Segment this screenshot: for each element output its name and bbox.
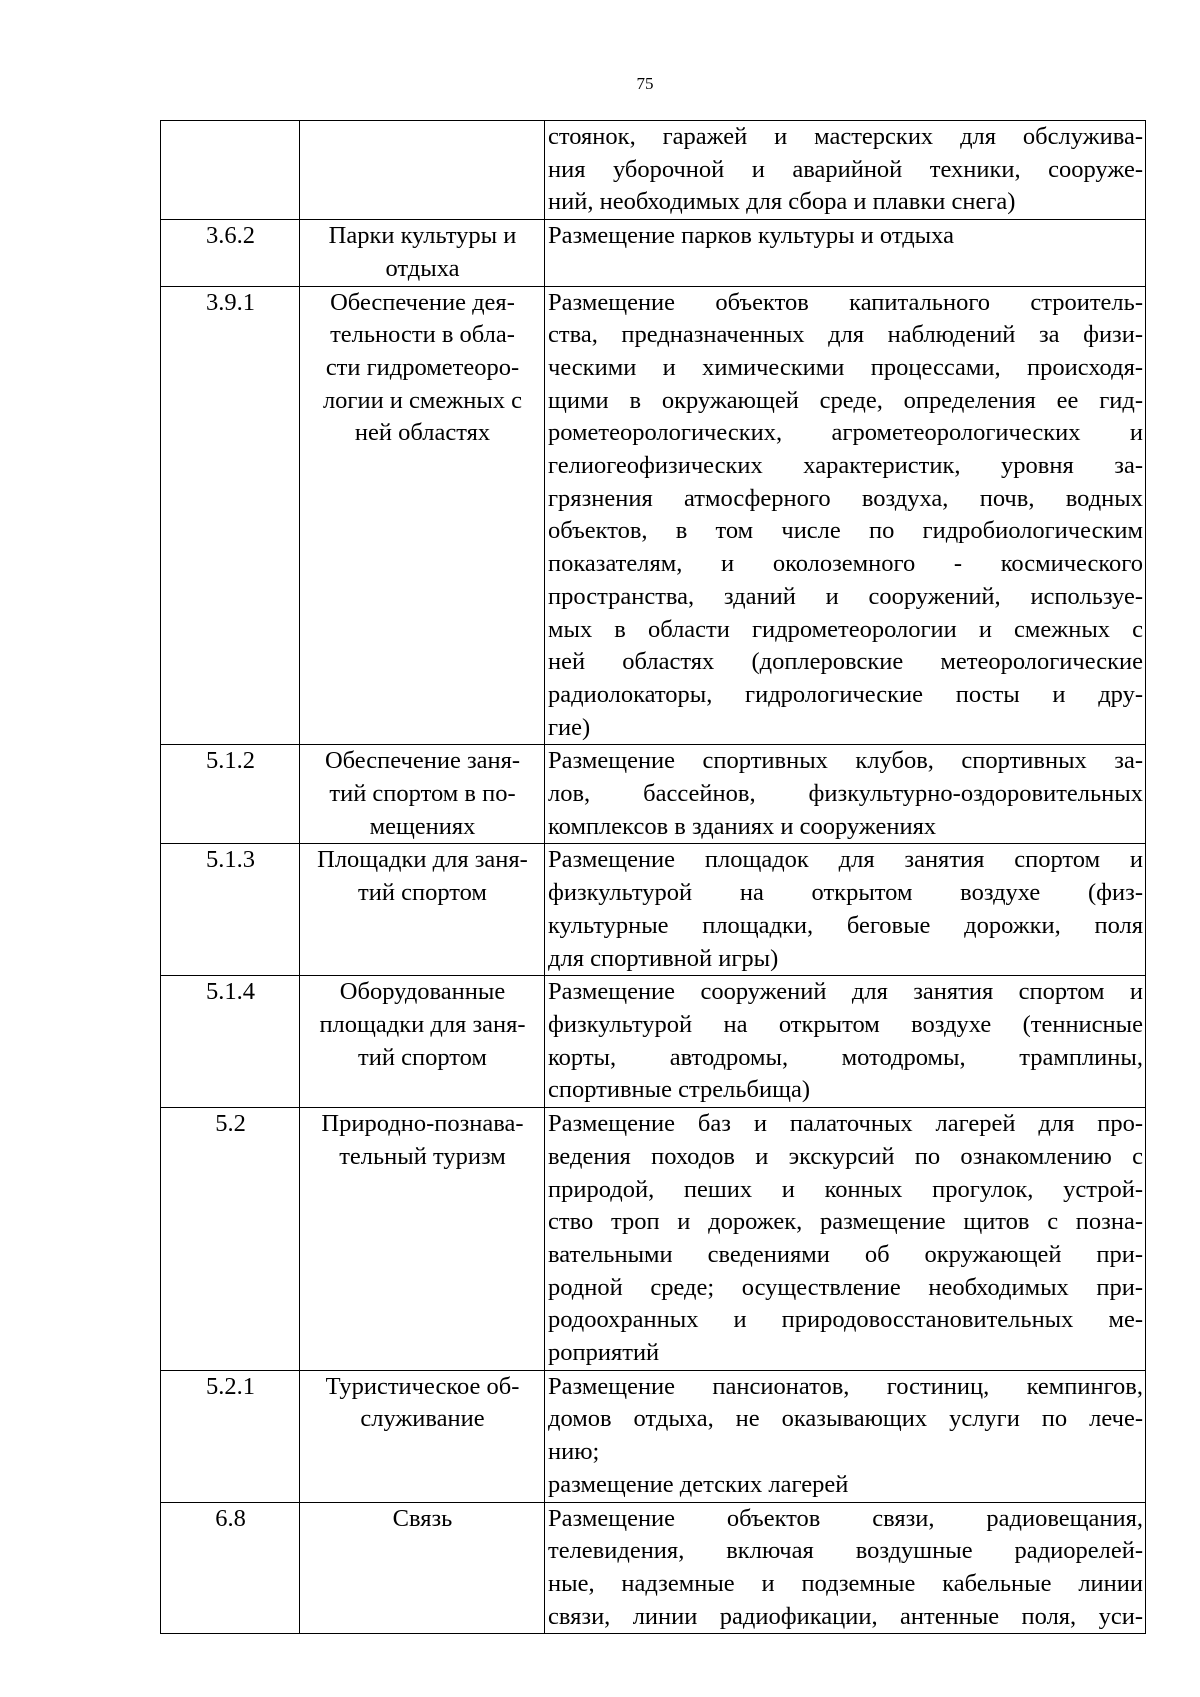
name-cell [300, 220, 545, 286]
name-cell [300, 1108, 545, 1371]
description-line: родоохранных и природовосстановительных ме- [548, 1306, 1143, 1334]
name-cell [300, 1370, 545, 1502]
description-line: объектов, в том числе по гидробиологическим [548, 517, 1143, 545]
name-line: мещениях [369, 812, 476, 840]
description-cell [545, 1108, 1146, 1371]
description-cell [545, 745, 1146, 844]
table-row [161, 121, 1146, 220]
description-line: ческими и химическими процессами, происходя- [548, 353, 1143, 381]
description-line: рометеорологических, агрометеорологических и [548, 419, 1143, 447]
description-line: спортивные стрельбища) [548, 1076, 810, 1104]
description-line: ведения походов и экскурсий по ознакомлению с [548, 1142, 1143, 1170]
name-line: Природно-познава- [321, 1110, 524, 1138]
description-line: нию; [548, 1438, 600, 1466]
description-line: ные, надземные и подземные кабельные линии [548, 1569, 1143, 1597]
name-line: Оборудованные [339, 978, 506, 1006]
name-line: тельный туризм [339, 1142, 506, 1170]
description-line: ства, предназначенных для наблюдений за физи- [548, 321, 1143, 349]
description-cell [545, 844, 1146, 976]
description-line: Размещение пансионатов, гостиниц, кемпингов, [548, 1372, 1143, 1400]
description-line: грязнения атмосферного воздуха, почв, водных [548, 484, 1143, 512]
name-line: тий спортом в по- [329, 780, 516, 808]
description-line: культурные площадки, беговые дорожки, поля [548, 911, 1143, 939]
name-line: Обеспечение заня- [324, 747, 521, 775]
name-line: сти гидрометеоро- [325, 353, 520, 381]
description-line: телевидения, включая воздушные радиорелей- [548, 1537, 1143, 1565]
code-cell: 5.2.1 [161, 1370, 300, 1502]
name-line: тий спортом [358, 879, 487, 907]
description-line: пространства, зданий и сооружений, используе- [548, 582, 1143, 610]
description-line: ство троп и дорожек, размещение щитов с позна- [548, 1208, 1143, 1236]
name-cell [300, 976, 545, 1108]
description-line: Размещение баз и палаточных лагерей для про- [548, 1110, 1143, 1138]
table-row [161, 1108, 1146, 1371]
description-line: Размещение сооружений для занятия спортом и [548, 978, 1143, 1006]
name-line: Связь [392, 1504, 453, 1532]
description-line: корты, автодромы, мотодромы, трамплины, [548, 1043, 1143, 1071]
name-line: ней областях [354, 419, 491, 447]
name-line: Обеспечение дея- [330, 288, 515, 316]
code-cell [161, 121, 300, 220]
table-row [161, 745, 1146, 844]
name-cell [300, 844, 545, 976]
description-cell [545, 220, 1146, 286]
name-cell [300, 1502, 545, 1634]
land-use-table [160, 120, 1146, 1634]
description-line: радиолокаторы, гидрологические посты и дру- [548, 680, 1143, 708]
name-line: Парки культуры и [328, 222, 517, 250]
description-line: ней областях (доплеровские метеорологические [548, 648, 1143, 676]
description-cell [545, 286, 1146, 745]
code-cell: 3.9.1 [161, 286, 300, 745]
name-line: тий спортом [358, 1043, 487, 1071]
description-line: мых в области гидрометеорологии и смежных с [548, 615, 1143, 643]
table-row [161, 220, 1146, 286]
description-line: Размещение парков культуры и отдыха [548, 222, 954, 250]
code-cell: 3.6.2 [161, 220, 300, 286]
description-line: щими в окружающей среде, определения ее гид- [548, 386, 1143, 414]
page-number: 75 [636, 74, 654, 93]
description-line: домов отдыха, не оказывающих услуги по лече- [548, 1405, 1143, 1433]
description-line: ния уборочной и аварийной техники, сооруже- [548, 155, 1143, 183]
code-cell: 5.1.4 [161, 976, 300, 1108]
table-row [161, 1502, 1146, 1634]
name-line: Площадки для заня- [317, 846, 528, 874]
name-line: площадки для заня- [319, 1010, 526, 1038]
description-line: гелиогеофизических характеристик, уровня за- [548, 452, 1143, 480]
table-row [161, 1370, 1146, 1502]
code-cell: 6.8 [161, 1502, 300, 1634]
description-line: вательными сведениями об окружающей при- [548, 1240, 1143, 1268]
description-cell [545, 1370, 1146, 1502]
description-cell [545, 976, 1146, 1108]
description-line: природой, пеших и конных прогулок, устрой- [548, 1175, 1143, 1203]
name-line: Туристическое об- [325, 1372, 520, 1400]
code-cell: 5.2 [161, 1108, 300, 1371]
description-line: Размещение объектов капитального строитель- [548, 288, 1143, 316]
table-body [161, 121, 1146, 1634]
description-line: комплексов в зданиях и сооружениях [548, 812, 937, 840]
code-cell: 5.1.3 [161, 844, 300, 976]
description-line: связи, линии радиофикации, антенные поля, уси- [548, 1602, 1143, 1630]
description-cell [545, 121, 1146, 220]
description-line: Размещение площадок для занятия спортом и [548, 846, 1143, 874]
description-line: ний, необходимых для сбора и плавки снега) [548, 188, 1016, 216]
name-line: служивание [360, 1405, 485, 1433]
description-line: Размещение спортивных клубов, спортивных за- [548, 747, 1143, 775]
description-line: роприятий [548, 1339, 660, 1367]
code-cell: 5.1.2 [161, 745, 300, 844]
description-line: лов, бассейнов, физкультурно-оздоровительных [548, 780, 1143, 808]
description-line: стоянок, гаражей и мастерских для обслужива- [548, 123, 1143, 150]
name-line: отдыха [385, 254, 460, 282]
table-row [161, 286, 1146, 745]
description-line: физкультурой на открытом воздухе (теннисные [548, 1010, 1143, 1038]
table-row [161, 976, 1146, 1108]
description-line: для спортивной игры) [548, 944, 779, 972]
description-line: гие) [548, 713, 591, 741]
name-cell [300, 745, 545, 844]
name-cell [300, 286, 545, 745]
description-line: физкультурой на открытом воздухе (физ- [548, 879, 1143, 907]
name-line: тельности в обла- [330, 321, 515, 349]
description-line: Размещение объектов связи, радиовещания, [548, 1504, 1143, 1532]
description-line: родной среде; осуществление необходимых при- [548, 1273, 1143, 1301]
description-line: размещение детских лагерей [548, 1470, 849, 1498]
name-line: логии и смежных с [322, 386, 523, 414]
description-cell [545, 1502, 1146, 1634]
name-cell [300, 121, 545, 220]
table-row [161, 844, 1146, 976]
description-line: показателям, и околоземного - космического [548, 550, 1143, 578]
